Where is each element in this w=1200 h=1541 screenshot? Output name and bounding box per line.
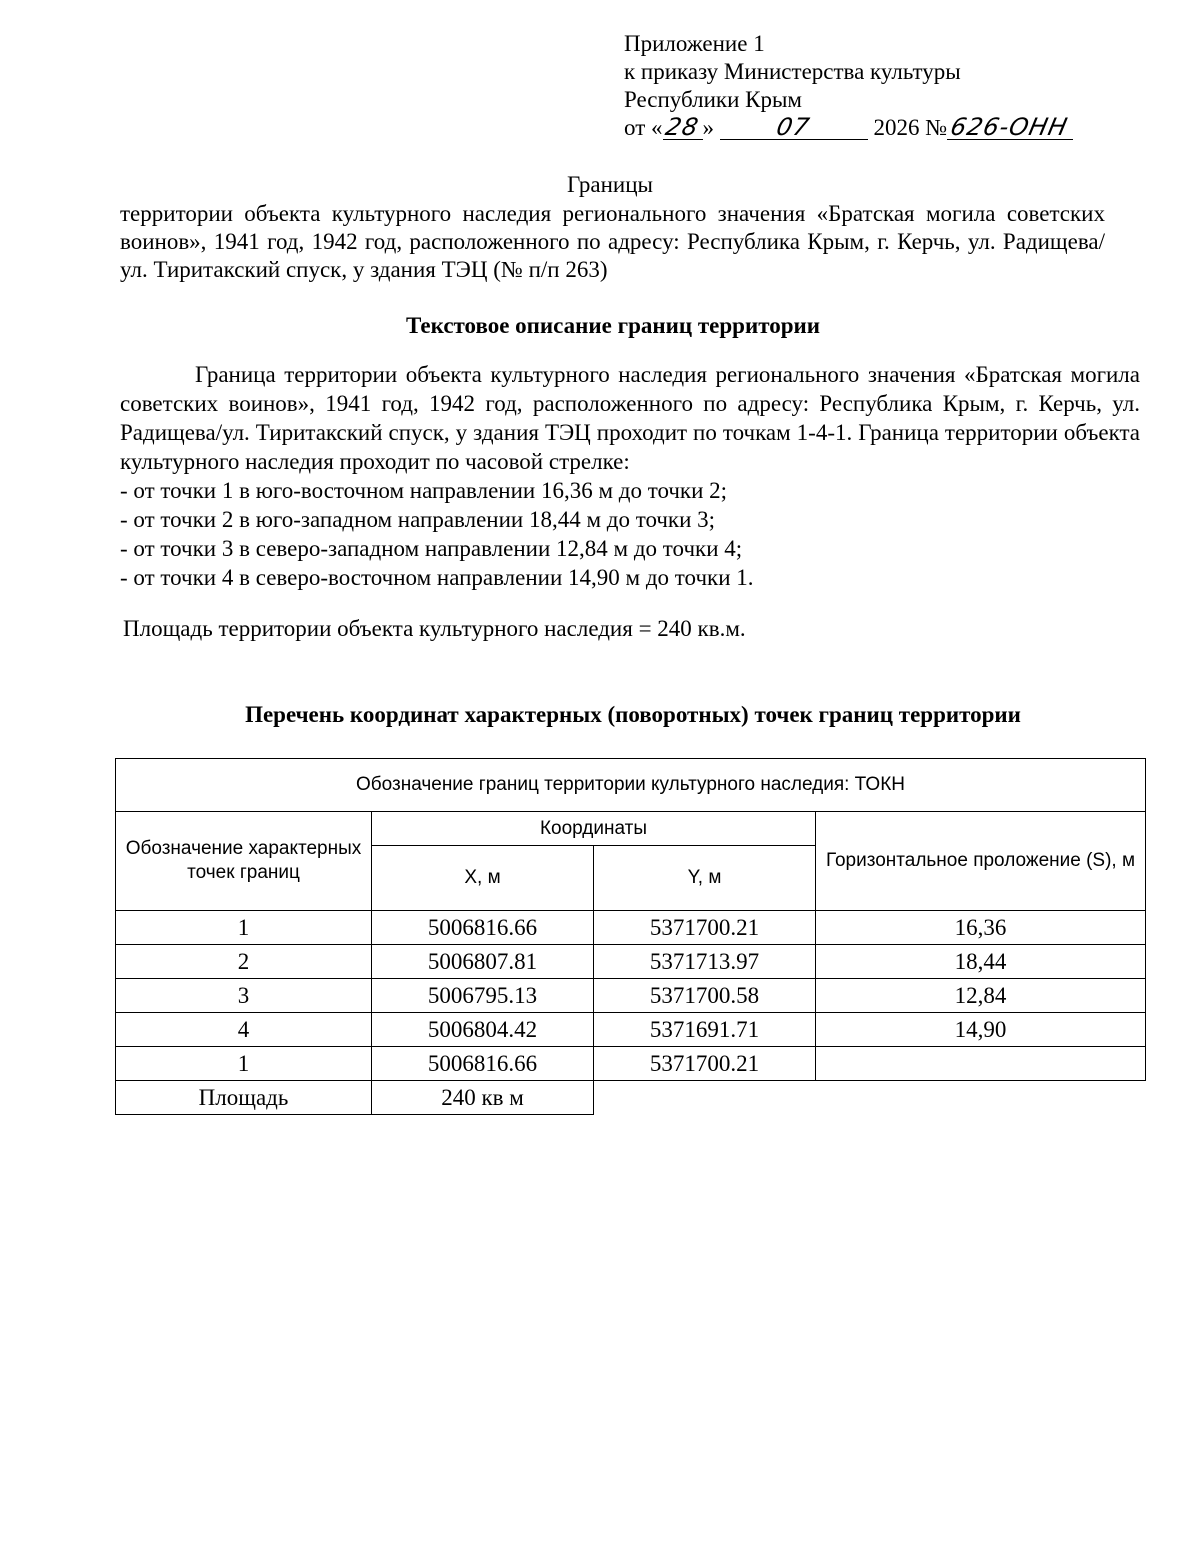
distance-cell: 12,84 — [816, 979, 1146, 1013]
segment-item: - от точки 3 в северо-западном направлении 12,84 м до точки 4; — [120, 536, 743, 561]
x-cell: 5006795.13 — [372, 979, 594, 1013]
table-row — [116, 1013, 1146, 1047]
area-label-cell: Площадь — [116, 1081, 372, 1115]
table-row — [116, 911, 1146, 945]
table-heading: Перечень координат характерных (поворотных) точек границ территории — [245, 702, 1021, 727]
order-date-line — [624, 114, 1144, 142]
date-day-field — [663, 115, 703, 140]
x-cell: 5006816.66 — [372, 1047, 594, 1081]
order-number-field — [947, 115, 1073, 140]
table-row — [116, 945, 1146, 979]
distance-cell: 16,36 — [816, 911, 1146, 945]
header-x-cell: X, м — [372, 846, 594, 911]
point-cell: 4 — [116, 1013, 372, 1047]
document-subtitle: территории объекта культурного наследия регионального значения «Братская могила советских воинов», 1941 год, 1942 год, расположенного по адресу: Республика Крым, г. Керчь, ул. Радищева/ул. Тиритакский спуск, у здания ТЭЦ (№ п/п 263) — [120, 201, 1105, 282]
table-row — [116, 979, 1146, 1013]
distance-cell — [816, 1047, 1146, 1081]
boundary-segment-list — [120, 476, 1140, 592]
x-cell: 5006816.66 — [372, 911, 594, 945]
boundary-description: Граница территории объекта культурного наследия регионального значения «Братская могила советских воинов», 1941 год, 1942 год, расположенного по адресу: Республика Крым, г. Керчь, ул. Радищева/ул. Тиритакский спуск, у здания ТЭЦ проходит по точкам 1-4-1. Граница территории объекта культурного наследия проходит по часовой стрелке: — [120, 362, 1140, 474]
y-cell: 5371700.21 — [594, 1047, 816, 1081]
date-month-handwritten: 07 — [774, 113, 813, 141]
area-statement: Площадь территории объекта культурного наследия = 240 кв.м. — [123, 616, 746, 641]
segment-item: - от точки 2 в юго-западном направлении 18,44 м до точки 3; — [120, 507, 716, 532]
y-cell: 5371713.97 — [594, 945, 816, 979]
y-cell: 5371700.21 — [594, 911, 816, 945]
appendix-label: Приложение 1 — [624, 31, 765, 56]
point-cell: 3 — [116, 979, 372, 1013]
header-distance-cell: Горизонтальное проложение (S), м — [816, 812, 1146, 911]
order-reference: к приказу Министерства культуры — [624, 59, 961, 84]
date-prefix: от « — [624, 115, 663, 140]
empty-cell — [594, 1081, 816, 1115]
table-row — [116, 1047, 1146, 1081]
order-number-handwritten: 626-ОНН — [948, 113, 1071, 141]
y-cell: 5371691.71 — [594, 1013, 816, 1047]
table-title-row — [116, 759, 1146, 812]
point-cell: 2 — [116, 945, 372, 979]
table-area-row — [116, 1081, 1146, 1115]
x-cell: 5006804.42 — [372, 1013, 594, 1047]
y-cell: 5371700.58 — [594, 979, 816, 1013]
date-month-field — [720, 115, 868, 140]
date-year-label: 2026 № — [873, 115, 948, 140]
x-cell: 5006807.81 — [372, 945, 594, 979]
empty-cell — [816, 1081, 1146, 1115]
date-day-handwritten: 28 — [663, 113, 702, 141]
distance-cell: 18,44 — [816, 945, 1146, 979]
appendix-header — [624, 30, 1144, 142]
header-coordinates-cell: Координаты — [372, 812, 816, 846]
table-title-cell: Обозначение границ территории культурного наследия: ТОКН — [116, 759, 1146, 812]
date-close-quote: » — [702, 115, 714, 140]
document-title: Границы — [567, 172, 653, 197]
point-cell: 1 — [116, 1047, 372, 1081]
ministry-region: Республики Крым — [624, 87, 802, 112]
table-header-row — [116, 812, 1146, 846]
segment-item: - от точки 4 в северо-восточном направлении 14,90 м до точки 1. — [120, 565, 754, 590]
coordinates-table — [115, 758, 1146, 1115]
distance-cell: 14,90 — [816, 1013, 1146, 1047]
segment-item: - от точки 1 в юго-восточном направлении 16,36 м до точки 2; — [120, 478, 728, 503]
header-y-cell: Y, м — [594, 846, 816, 911]
header-point-cell: Обозначение характерных точек границ — [116, 812, 372, 911]
section-heading: Текстовое описание границ территории — [405, 313, 821, 338]
area-value-cell: 240 кв м — [372, 1081, 594, 1115]
point-cell: 1 — [116, 911, 372, 945]
